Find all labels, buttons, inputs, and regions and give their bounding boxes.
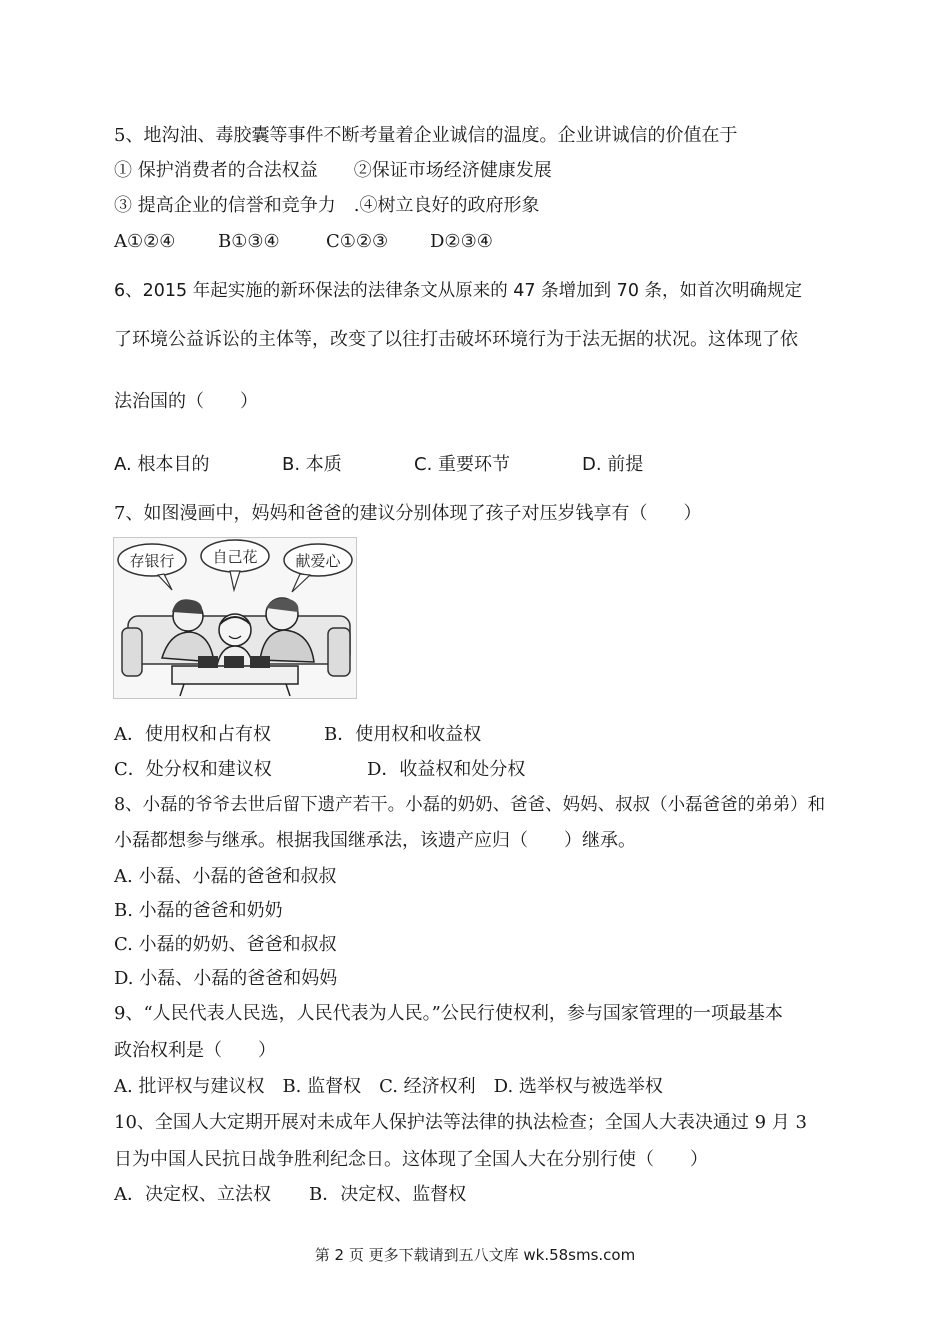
q6-option-c: C. 重要环节	[414, 454, 511, 475]
cartoon-image	[113, 537, 357, 699]
cartoon-illustration	[114, 538, 356, 698]
q6-line-3: 法治国的（ ）	[114, 391, 258, 412]
q6-line-2: 了环境公益诉讼的主体等，改变了以往打击破坏环境行为于法无据的状况。这体现了依	[114, 329, 798, 350]
q8-option-d: D. 小磊、小磊的爸爸和妈妈	[114, 968, 338, 989]
q10-option-a: A．决定权、立法权	[114, 1184, 271, 1205]
q5-stem: 5、地沟油、毒胶囊等事件不断考量着企业诚信的温度。企业讲诚信的价值在于	[114, 125, 738, 146]
q10-option-b: B．决定权、监督权	[309, 1184, 467, 1205]
bubble-mid-text: 自己花	[212, 548, 258, 566]
bubble-right-text: 献爱心	[295, 552, 341, 570]
q6-option-a: A. 根本目的	[114, 454, 210, 475]
q9-line-2: 政治权利是（ ）	[114, 1040, 276, 1061]
q9-line-1: 9、“人民代表人民选，人民代表为人民。”公民行使权利，参与国家管理的一项最基本	[114, 1003, 783, 1024]
q10-line-2: 日为中国人民抗日战争胜利纪念日。这体现了全国人大在分别行使（ ）	[114, 1149, 708, 1170]
q7-option-d: D．收益权和处分权	[367, 759, 526, 780]
q6-option-d: D. 前提	[582, 454, 644, 475]
q8-line-2: 小磊都想参与继承。根据我国继承法，该遗产应归（ ）继承。	[114, 830, 636, 851]
q8-option-c: C. 小磊的奶奶、爸爸和叔叔	[114, 934, 337, 955]
q7-option-c: C．处分权和建议权	[114, 759, 272, 780]
q10-line-1: 10、全国人大定期开展对未成年人保护法等法律的执法检查；全国人大表决通过 9 月 3	[114, 1112, 807, 1133]
q7-option-a: A．使用权和占有权	[114, 724, 271, 745]
q5-option-d: D②③④	[430, 231, 493, 252]
q5-line-2: ① 保护消费者的合法权益 ②保证市场经济健康发展	[114, 160, 552, 181]
q8-option-b: B. 小磊的爸爸和奶奶	[114, 900, 283, 921]
q9-options: A. 批评权与建议权 B. 监督权 C. 经济权利 D. 选举权与被选举权	[114, 1076, 663, 1097]
q6-option-b: B. 本质	[282, 454, 342, 475]
bubble-left-text: 存银行	[129, 552, 175, 570]
q5-line-3: ③ 提高企业的信誉和竞争力 .④树立良好的政府形象	[114, 195, 540, 216]
q7-option-b: B．使用权和收益权	[324, 724, 482, 745]
q5-option-c: C①②③	[326, 231, 389, 252]
q5-option-b: B①③④	[218, 231, 280, 252]
q7-stem: 7、如图漫画中，妈妈和爸爸的建议分别体现了孩子对压岁钱享有（ ）	[114, 503, 702, 524]
page-footer: 第 2 页 更多下载请到五八文库 wk.58sms.com	[314, 1246, 636, 1264]
q6-line-1: 6、2015 年起实施的新环保法的法律条文从原来的 47 条增加到 70 条，如首次明确规定	[114, 281, 803, 301]
q8-option-a: A. 小磊、小磊的爸爸和叔叔	[114, 866, 337, 887]
q8-line-1: 8、小磊的爷爷去世后留下遗产若干。小磊的奶奶、爸爸、妈妈、叔叔（小磊爸爸的弟弟）和	[114, 795, 826, 815]
q5-option-a: A①②④	[114, 231, 176, 252]
